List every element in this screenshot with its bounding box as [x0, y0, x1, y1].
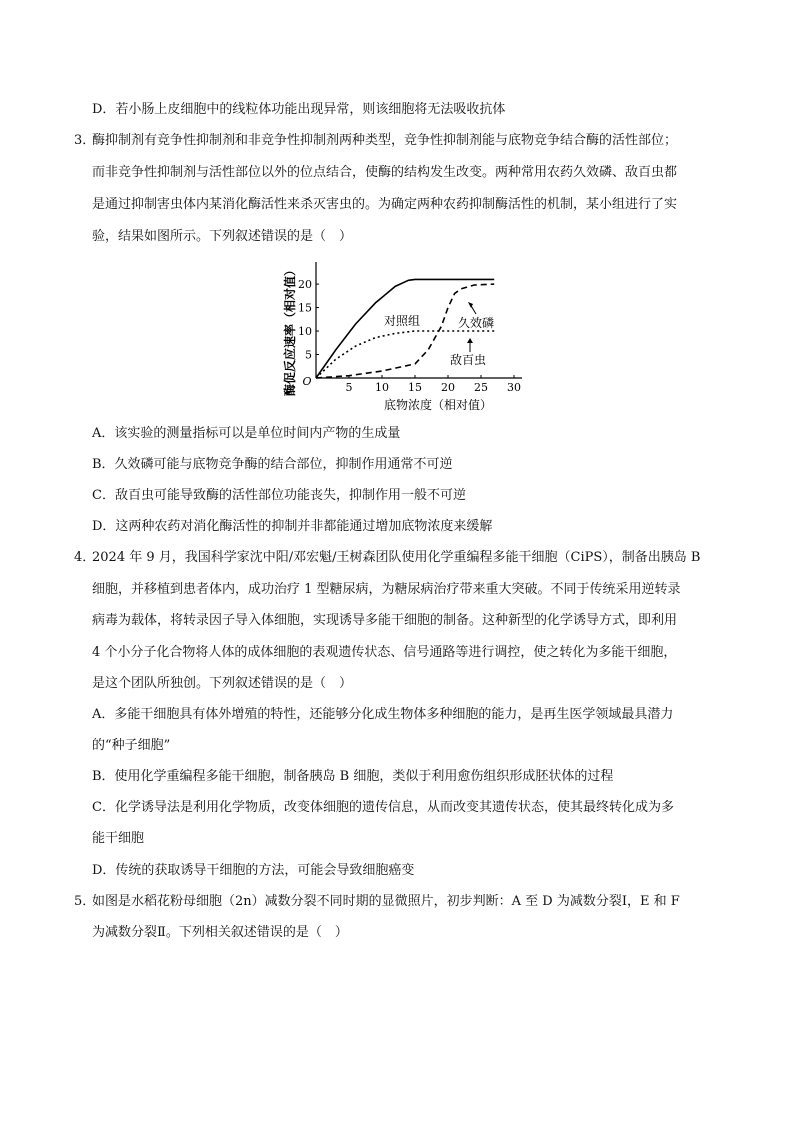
q4-option-a-line-1: A．多能干细胞具有体外增殖的特性，还能够分化成生物体多种细胞的能力，是再生医学领域最具潜力	[92, 707, 674, 722]
q2-option-d: D．若小肠上皮细胞中的线粒体功能出现异常，则该细胞将无法吸收抗体	[92, 102, 506, 117]
q4-option-c-line-2: 能干细胞	[92, 831, 145, 846]
x-axis-label: 底物浓度（相对值）	[383, 398, 493, 412]
y-tick-label: 20	[298, 278, 312, 292]
dibaichong-arrowhead	[467, 338, 473, 343]
q3-option-a: A．该实验的测量指标可以是单位时间内产物的生成量	[92, 426, 401, 441]
x-tick-label: 25	[474, 381, 488, 394]
q4-number: 4．	[74, 550, 96, 565]
y-tick-label: 10	[298, 325, 312, 339]
enzyme-rate-chart	[270, 252, 540, 422]
control-group-label: 对照组	[384, 314, 421, 328]
q3-option-d: D．这两种农药对消化酶活性的抑制并非都能通过增加底物浓度来缓解	[92, 519, 493, 534]
q5-stem-line-2: 为减数分裂Ⅱ。下列相关叙述错误的是（ ）	[92, 925, 348, 940]
q4-stem-line-2: 细胞，并移植到患者体内，成功治疗 1 型糖尿病，为糖尿病治疗带来重大突破。不同于传统采用逆转录	[92, 582, 681, 597]
jiuxiaolin-label: 久效磷	[458, 316, 495, 330]
q3-stem-line-3: 是通过抑制害虫体内某消化酶活性来杀灭害虫的。为确定两种农药抑制酶活性的机制，某小组进行了实	[92, 197, 678, 212]
q4-stem-line-3: 病毒为载体，将转录因子导入体细胞，实现诱导多能干细胞的制备。这种新型的化学诱导方式，即利用	[92, 613, 678, 628]
q4-option-a-line-2: 的“种子细胞”	[92, 738, 171, 753]
q4-option-d: D．传统的获取诱导干细胞的方法，可能会导致细胞癌变	[92, 863, 415, 878]
x-tick-label: 30	[507, 381, 521, 394]
origin-label: O	[302, 375, 312, 388]
q3-number: 3．	[74, 133, 96, 148]
y-tick-label: 15	[298, 301, 312, 315]
q5-number: 5．	[74, 894, 96, 909]
q3-stem-line-2: 而非竞争性抑制剂与活性部位以外的位点结合，使酶的结构发生改变。两种常用农药久效磷、敌百虫都	[92, 165, 678, 180]
q4-option-c-line-1: C．化学诱导法是利用化学物质，改变体细胞的遗传信息，从而改变其遗传状态，使其最终转化成为多	[92, 800, 674, 815]
x-tick-label: 5	[345, 381, 353, 394]
q4-stem-line-4: 4 个小分子化合物将人体的成体细胞的表观遗传状态、信号通路等进行调控，使之转化为多能干细胞，	[92, 645, 677, 660]
y-axis-label: 酶促反应速率（相对值）	[283, 263, 297, 397]
q3-option-c: C．敌百虫可能导致酶的活性部位功能丧失，抑制作用一般不可逆	[92, 488, 466, 503]
x-tick-label: 20	[441, 381, 455, 394]
q3-stem-line-1: 酶抑制剂有竞争性抑制剂和非竞争性抑制剂两种类型，竞争性抑制剂能与底物竞争结合酶的活性部位；	[92, 133, 678, 148]
dibaichong-label: 敌百虫	[450, 353, 487, 367]
q5-stem-line-1: 如图是水稻花粉母细胞（2n）减数分裂不同时期的显微照片，初步判断：A 至 D 为减数分裂Ⅰ，E 和 F	[92, 894, 680, 909]
q4-stem-line-1: 2024 年 9 月，我国科学家沈中阳/邓宏魁/王树森团队使用化学重编程多能干细胞（CiPS），制备出胰岛 B	[92, 550, 701, 565]
x-tick-label: 10	[375, 381, 389, 394]
x-tick-label: 15	[408, 381, 422, 394]
q4-stem-line-5: 是这个团队所独创。下列叙述错误的是（ ）	[92, 676, 353, 691]
q4-option-b: B．使用化学重编程多能干细胞，制备胰岛 B 细胞，类似于利用愈伤组织形成胚状体的过程	[92, 769, 614, 784]
q3-stem-line-4: 验，结果如图所示。下列叙述错误的是（ ）	[92, 229, 353, 244]
q3-option-b: B．久效磷可能与底物竞争酶的结合部位，抑制作用通常不可逆	[92, 457, 453, 472]
y-tick-label: 5	[305, 348, 312, 362]
